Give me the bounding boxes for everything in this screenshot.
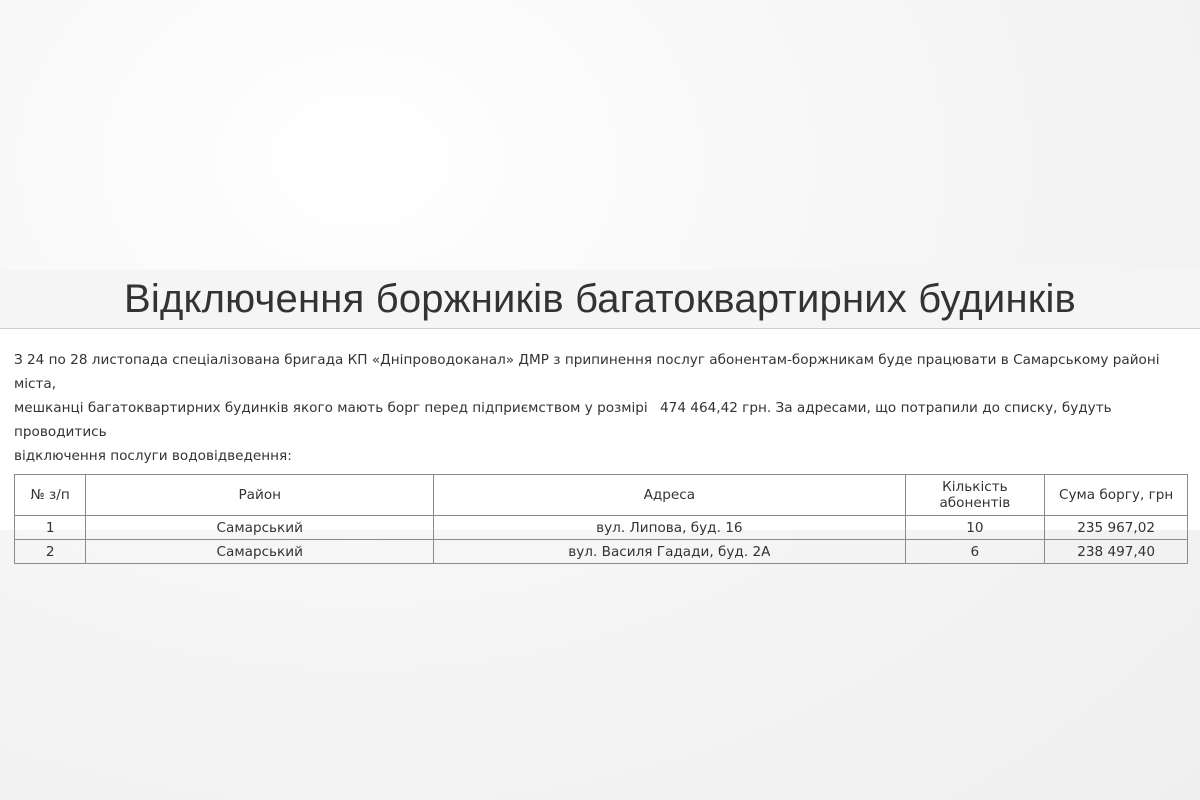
row-address: вул. Василя Гадади, буд. 2А — [434, 540, 905, 564]
lead-line-2-end: За адресами, що потрапили до списку, будуть проводитись — [14, 400, 1112, 440]
header-subscribers-line-2: абонентів — [939, 495, 1011, 511]
row-debt: 238 497,40 — [1045, 540, 1188, 564]
debtors-table — [14, 474, 1188, 564]
article-body — [0, 329, 1200, 564]
header-debt: Сума боргу, грн — [1045, 475, 1188, 516]
row-number: 2 — [15, 540, 86, 564]
row-district: Самарський — [86, 516, 434, 540]
header-subscribers-line-1: Кількість — [942, 479, 1008, 495]
header-address: Адреса — [434, 475, 905, 516]
header-district: Район — [86, 475, 434, 516]
row-district: Самарський — [86, 540, 434, 564]
lead-paragraph — [14, 348, 1186, 468]
article — [0, 270, 1200, 560]
table-row — [15, 516, 1188, 540]
table-header-row — [15, 475, 1188, 516]
page-title: Відключення боржників багатоквартирних будинків — [123, 276, 1077, 321]
lead-line-3: відключення послуги водовідведення: — [14, 448, 292, 464]
row-subscribers: 6 — [905, 540, 1045, 564]
debt-total: 474 464,42 грн. — [660, 400, 772, 416]
row-subscribers: 10 — [905, 516, 1045, 540]
row-address: вул. Липова, буд. 16 — [434, 516, 905, 540]
lead-line-1: З 24 по 28 листопада спеціалізована бригада КП «Дніпроводоканал» ДМР з припинення послуг абонентам-боржникам буде працювати в Самарському районі міста, — [14, 352, 1160, 392]
lead-line-2-start: мешканці багатоквартирних будинків якого мають борг перед підприємством у розмірі — [14, 400, 648, 416]
header-subscribers — [905, 475, 1045, 516]
title-band — [0, 270, 1200, 329]
row-debt: 235 967,02 — [1045, 516, 1188, 540]
header-number: № з/п — [15, 475, 86, 516]
table-row — [15, 540, 1188, 564]
row-number: 1 — [15, 516, 86, 540]
